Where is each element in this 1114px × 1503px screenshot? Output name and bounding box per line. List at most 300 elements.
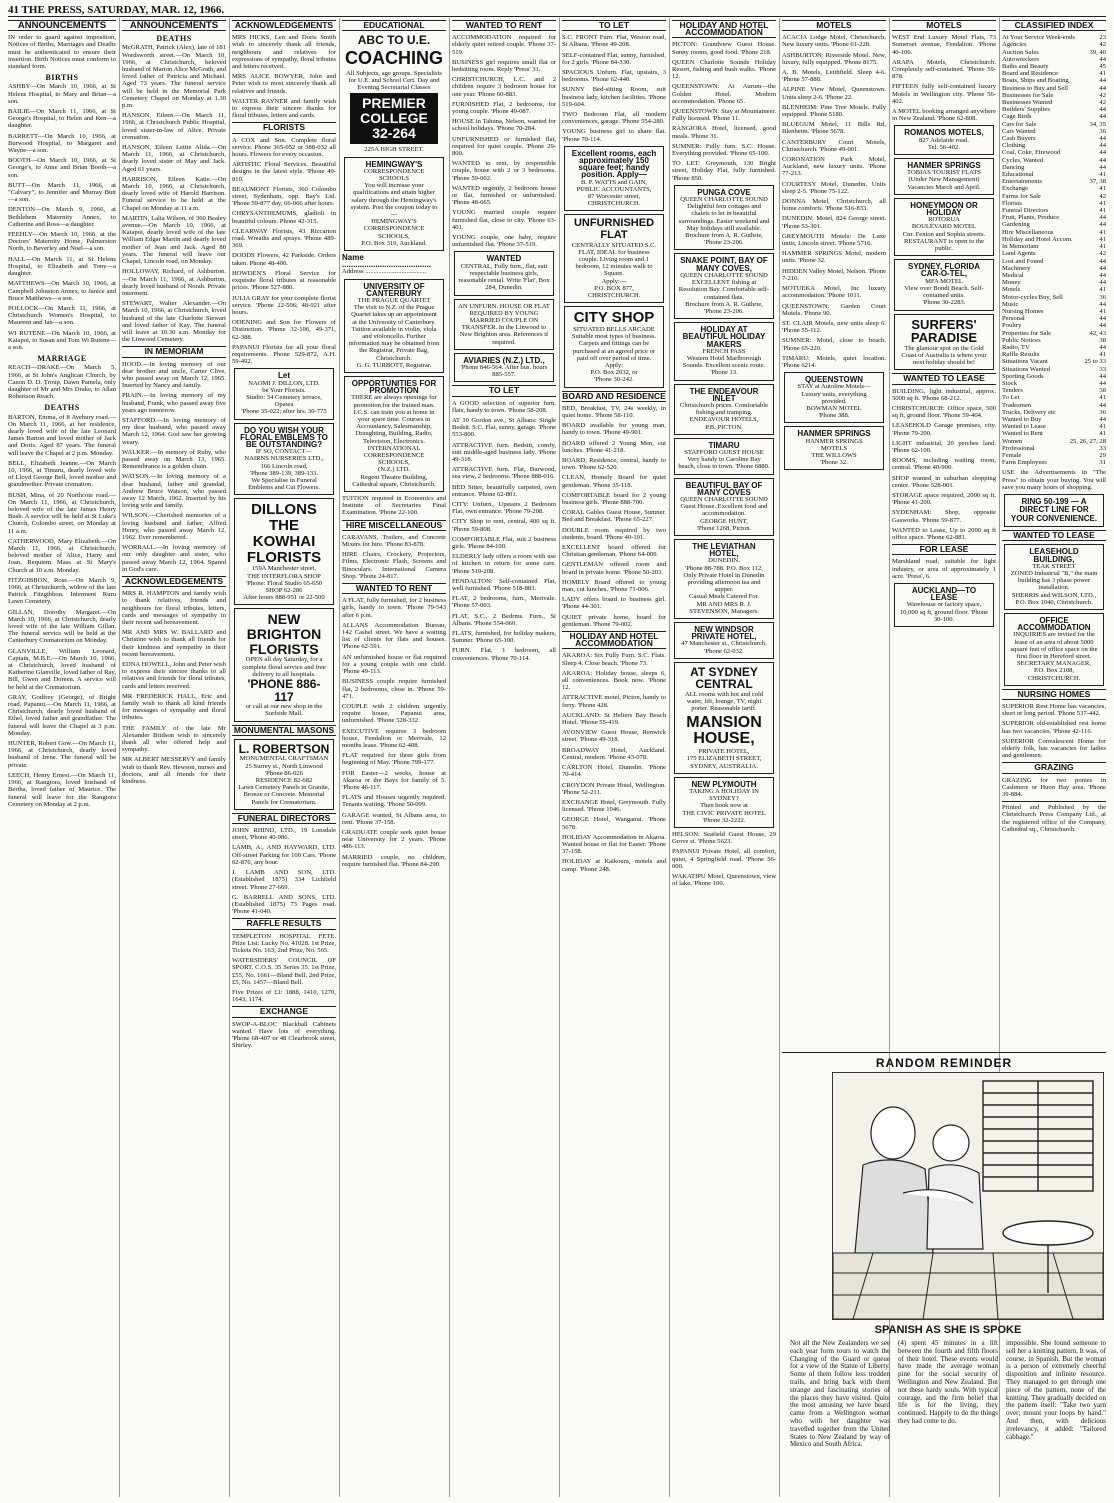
index-label: Poultry [1002, 322, 1022, 330]
index-label: Trucks, Delivery etc [1002, 408, 1056, 416]
index-row [1002, 142, 1106, 149]
notice-item: CITY Shop to rent, central, 400 sq ft. 'Phone 59-808. [452, 518, 556, 533]
wanted-list [452, 34, 556, 248]
notice-item: BARTON, Emma, of 8 Avebury road.—On March 11, 1966, at her residence, dearly loved wife of the late Leonard James Barton and loved mother of Jack and Doris. Aged 87 years. The funeral will leave the Chapel at 2 p.m. Monday. [8, 413, 116, 457]
ad-line: MFA MOTEL [925, 277, 963, 285]
notice-item: HOUSE in Tahuna, Nelson, wanted for school holidays. 'Phone 70-284. [452, 118, 556, 133]
notice-item: LIGHT industrial, 20 perches land. 'Phone 62-100. [892, 439, 996, 455]
ad-line: LEASEHOLD BUILDING, [1029, 547, 1079, 564]
column-educational [342, 18, 446, 1497]
notice-item: HOOD.—In loving memory of our dear brother and uncle, Carter Clive, who passed away on March 12, 1965. Inserted by Nancy and family. [122, 360, 226, 390]
notice-item: MRS ALICE BOWYER, John and Peter wish to most sincerely thank all relatives and friends. [232, 73, 336, 95]
index-label: Raffle Results [1002, 351, 1040, 359]
index-label: Auction Sales [1002, 48, 1039, 56]
civic-hotel-ad [674, 777, 774, 828]
notice-item: SUMNER: Motel, close to beach. 'Phone 65-220. [782, 337, 886, 352]
ad-line: QUEEN CHARLOTTE SOUND [680, 271, 768, 279]
index-page: 41 [1099, 228, 1106, 236]
index-page: 36 [1099, 127, 1106, 135]
index-row [1002, 258, 1106, 265]
index-page: 41 [1099, 185, 1106, 193]
index-label: Exchange [1002, 185, 1028, 193]
index-label: Women [1002, 437, 1023, 445]
index-page: 44 [1099, 106, 1106, 114]
floor-tiles [833, 1253, 1103, 1319]
funeral-list [232, 827, 336, 915]
notice-item: RANGIORA Hotel, licensed, good meals. 'Phone 31. [672, 125, 776, 140]
index-row [1002, 49, 1106, 56]
notice-item: ASHBURTON: Riverside Motel. New, luxury, fully equipped. 'Phone 8175. [782, 51, 886, 66]
kowhai-shop: THE INTERFLORA SHOP [247, 572, 321, 580]
article-column-2: (4) spent 45 minutes in a lift between the fourth and fifth floors of their hotel. These events would have made the average woman pine for the social security of Wellington and New Zealand. But not these hardy souls. With typical courage, and the firm belief that life is for the living, they continued. Happily to do the things they had come to do. [898, 1340, 998, 1425]
unfurnished-house-ad: AN UNFURN. HOUSE OR FLAT REQUIRED BY YOUNG MARRIED COUPLE ON TRANSFER. In the Linwood to New Brighton area. References if required. [454, 299, 554, 350]
article-title: SPANISH AS SHE IS SPOKE [874, 1324, 1022, 1336]
notice-item: QUEENSTOWN: Stay at Mountaineer. Fully licensed. 'Phone 11. [672, 108, 776, 123]
ad-line: View over Bondi Beach. Self-contained units. [904, 284, 984, 300]
index-label: Builders' Supplies [1002, 106, 1050, 114]
index-label: Motels [1002, 286, 1021, 294]
notice-item: BED, Breakfast, TV, 24s weekly, in quiet home. 'Phone 58-110. [562, 404, 666, 419]
monumental-masons-heading: MONUMENTAL MASONS [233, 724, 335, 735]
notice-item: HOLLOWAY, Richard, of Ashburton.—On March 11, 1966, at Ashburton, dearly loved husband of Norah. Private interment. [122, 268, 226, 297]
index-row [1002, 193, 1106, 200]
body-right [927, 1165, 983, 1249]
body-left [855, 1160, 933, 1253]
notice-item: SUPERIOR old-established rest home has two vacancies. 'Phone 42-116. [1002, 720, 1106, 735]
florists-list [232, 137, 336, 366]
index-page: 44 [1099, 257, 1106, 265]
index-note: USE the Advertisements in "The Press" to obtain your buying. You will save you many hours of shopping. [1002, 469, 1106, 491]
notice-item: J. LAMB AND SON, LTD. (Established 1875) 334 Lichfield street. 'Phone 27-669. [232, 869, 336, 891]
unfurnished-box: P.O. BOX 877, [594, 284, 634, 292]
index-row [1002, 322, 1106, 329]
index-page: 44 [1099, 149, 1106, 157]
notice-item: BLENHEIM: Pine Tree Motels. Fully equipped. 'Phone 5180. [782, 103, 886, 119]
notice-item: SYDENHAM: Shop, opposite Gasworks. 'Phone 59-877. [892, 509, 996, 524]
aviaries-ad [454, 353, 554, 383]
funeral-directors-heading: FUNERAL DIRECTORS [232, 813, 336, 824]
robertson-name: L. ROBERTSON [238, 741, 330, 756]
sydney-central-ad [674, 662, 774, 774]
index-page: 25 to 33 [1084, 358, 1106, 366]
notice-item: STEWART, Walter Alexander.—On March 10, 1966, at Christchurch, loved husband of the late Charlotte Stewart and loved father of Kay. The funeral will leave at 10.30 a.m. Monday for the Linwood Cemetery. [122, 300, 226, 344]
index-page: 44 [1099, 77, 1106, 85]
notice-item: SUPERIOR Rest Home has vacancies, short or long period. 'Phone 537-442. [1002, 703, 1106, 718]
ad-line: Regent Theatre Building, Cathedral square, Christchurch. [352, 473, 436, 488]
notice-item: MR AND MRS W. BALLARD and Christine wish to thank all friends for their kindness and sympathy in their recent bereavement. [122, 629, 226, 658]
notice-item: HELSON: Seafield Guest House, 29 Grove st. 'Phone 5623. [672, 831, 776, 846]
index-row [1002, 366, 1106, 373]
notice-item: ACCOMMODATION required for elderly quiet retired couple. 'Phone 37-519. [452, 34, 556, 56]
university-ad [344, 279, 444, 373]
notice-item: FLATS, furnished, for holiday makers, Sumner. 'Phone 65-100. [452, 630, 556, 645]
notice-item: BED Sitter, beautifully carpeted, own entrance. 'Phone 62-801. [452, 483, 556, 498]
index-row [1002, 315, 1106, 322]
notice-item: AVONVIEW Guest House, Renwick street. 'Phone 49-318. [562, 729, 666, 744]
index-page: 36 [1099, 293, 1106, 301]
ad-line: Then book now at [700, 802, 748, 810]
notice-item: ST. CLAIR Motels, new units sleep 6. 'Phone 55-112. [782, 319, 886, 335]
notice-item: AT 10 Gordon ave., St Albans: Single Bedsit. S.C. Flat, sunny, garage. 'Phone 553-800. [452, 416, 556, 439]
notice-item: EXECUTIVE requires 3 bedroom house, Fendalton or Merivale, 12 months lease. 'Phone 62-408. [342, 727, 446, 749]
ad-line: WANTED [486, 254, 522, 264]
top-rule [8, 16, 1106, 17]
ad-line: BOWMAN MOTEL [806, 404, 862, 412]
column-classified-index [1002, 18, 1106, 1063]
index-label: Situations Wanted [1002, 365, 1050, 373]
ad-line: 827 Adelaide road. [919, 136, 969, 144]
index-page: 33 [1099, 444, 1106, 452]
office-accommodation-ad [1004, 613, 1104, 686]
wanted-to-rent-heading: WANTED TO RENT [342, 583, 446, 594]
notice-item: BLUEGUM Motel, 11 Bills Rd, Blenheim. 'Phone 5678. [782, 121, 886, 136]
index-row [1002, 236, 1106, 243]
city-shop-title: CITY SHOP [573, 309, 655, 327]
ad-line: INQUIRIES are invited for the lease of an area of about 5000 square feet of office space on the first floor in Hereford street. [1010, 631, 1098, 661]
surfers-text: The glamour spot on the Gold Coast of Australia is where your next holiday should be! [901, 344, 987, 367]
abc-title: ABC TO U.E. [357, 33, 431, 48]
timaru-ad [674, 438, 774, 475]
index-page: 25, 26, 27, 28 [1069, 437, 1106, 445]
announcements-heading: ANNOUNCEMENTS [122, 20, 226, 31]
notice-item: SPACIOUS Unfurn. Flat, upstairs, 3 bedrooms. 'Phone 62-440. [562, 69, 666, 84]
index-page: 42, 43 [1089, 329, 1106, 337]
notice-item: MRS R. HAMPTON and family wish to thank relatives, friends and neighbours for floral tributes, letters, cards and messages of sympathy in their recent sad bereavement. [122, 590, 226, 627]
index-label: Gardening [1002, 221, 1030, 229]
index-page: 44 [1099, 221, 1106, 229]
ad-line: Delightful fern cottages and chalets to let in beautiful surroundings. Easter weekend and May holidays still available. [678, 203, 770, 232]
index-label: Motor-cycles Buy, Sell [1002, 293, 1063, 301]
ad-line: Tel. 56-402. [928, 143, 960, 151]
mansion-house-title: MANSION HOUSE, [686, 713, 762, 748]
notice-item: MATTHEWS—On March 10, 1966, at Campbell Johnston Annex, to Janice and Bruce Matthews—a son. [8, 280, 116, 302]
index-label: Lost and Found [1002, 257, 1044, 265]
notice-item: DODDS Flowers, 42 Parkside. Orders taken. Phone 48-400. [232, 252, 336, 267]
index-page: 41 [1099, 171, 1106, 179]
ad-line: SCHOOLS [378, 174, 410, 182]
to-let-heading: TO LET [452, 385, 556, 396]
notice-item: QUEENSTOWN: Garden Court Motels. 'Phone 90. [782, 302, 886, 317]
notice-item: JOHN RHIND, LTD., 19 Lonsdale street, 'Phone 40-986. [232, 827, 336, 842]
notice-item: REACH—DRAKE—On March 5, 1966, at St John's Anglican Church, by Canon D. D. Troup, Dawn Pamela, only daughter of Mr and Mrs Drake, to Allan Robertson Reach. [8, 364, 116, 401]
notice-item: FURN. Flat, 1 bedroom, all conveniences. 'Phone 70-114. [452, 647, 556, 662]
robertson-address: 25 Surrey st., North Linwood [245, 762, 323, 770]
index-row [1002, 85, 1106, 92]
ad-line: We Specialise in Funeral Emblems and Cut Flowers. [248, 476, 320, 492]
motels-heading: MOTELS [892, 20, 996, 31]
french-pass-ad [674, 322, 774, 380]
notice-item: CROYDON Private Hotel, Wellington. 'Phone 52-211. [562, 781, 666, 796]
index-row [1002, 301, 1106, 308]
notice-item: WANTED urgently, 2 bedroom house or flat, furnished or unfurnished. 'Phone 48-665. [452, 184, 556, 207]
ad-line: Address ..................................... [342, 268, 427, 276]
notice-item: ALLANS Accommodation Bureau, 142 Cashel street. We have a waiting list of clients for flats and houses. 'Phone 62-591. [342, 621, 446, 651]
ad-line: 'Phone 35-022; after hrs. 30-775 [241, 408, 327, 416]
index-page: 44 [1099, 271, 1106, 279]
notice-item: BUSH, Mina, of 20 Northcote road.—On March 11, 1966, at Christchurch, beloved wife of the late James Henry Bush. A service will be held at St Luke's Church, Colombo street, on Monday at 11 a.m. [8, 491, 116, 535]
index-page: 36 [1099, 408, 1106, 416]
notice-item: HIDDEN Valley Motel, Nelson. 'Phone 7-210. [782, 267, 886, 282]
ad-line: TIMARU [708, 440, 740, 450]
premier-phone: 32-264 [372, 125, 416, 142]
ad-line: 'Phone 32-2222. [702, 816, 746, 824]
ad-line: ROMANOS MOTELS, [904, 128, 984, 138]
index-row [1002, 63, 1106, 70]
to-let-heading: TO LET [562, 20, 666, 31]
notice-item: ODENING and Son for Flowers of Distinction. 'Phone 32-106, 49-371, 62-388. [232, 319, 336, 341]
notice-item: YOUNG couple, one baby, require unfurnished flat. 'Phone 37-519. [452, 234, 556, 249]
marriage-list [8, 364, 116, 400]
ad-line: INTERNATIONAL CORRESPONDENCE SCHOOLS, [363, 444, 425, 467]
ad-line: Studio: 34 Cemetery terrace, Opawa [246, 393, 322, 409]
florists-heading: FLORISTS [232, 122, 336, 133]
column-wanted-to-rent [452, 18, 556, 1497]
index-label: Boats, Ships and Boating [1002, 77, 1069, 85]
index-page: 38 [1099, 336, 1106, 344]
index-label: Public Notices [1002, 336, 1041, 344]
ad-line: CHRISTCHURCH. [587, 200, 641, 208]
notice-item: UNFURNISHED or furnished flat, required for quiet couple. 'Phone 29-800. [452, 135, 556, 158]
kowhai-after-hours: After hours 888-951 or 22-500 [243, 594, 325, 602]
notice-item: BUSINESS girl requires small flat or bedsitting room. Reply 'Press' 31. [452, 58, 556, 74]
city-shop-location: SITUATED BELLS ARCADE [573, 325, 655, 333]
index-row [1002, 157, 1106, 164]
index-label: Tenders [1002, 387, 1023, 395]
central-flat-ad [454, 251, 554, 295]
for-lease-text: Marshland road, suitable for light industry, or area of approximately 1 acre. 'Press', 6. [892, 558, 996, 580]
notice-item: FIFTEEN fully self-contained luxury Motels in Wellington city. 'Phone 56-402. [892, 83, 996, 105]
kowhai-shop-phone: SHOP 62-286 [265, 586, 303, 594]
notice-item: TIMARU: Motels, quiet location. 'Phone 6214. [782, 354, 886, 369]
notice-item: WORRALL.—In loving memory of our only daughter and sister, who passed away March 12, 1964. Spared in God's care. [122, 544, 226, 573]
notice-item: FLATS and Houses urgently required. Tenants waiting. 'Phone 50-099. [342, 794, 446, 809]
notice-item: FEEHLY—On March 10, 1966, at the Doctors' Maternity Home, Palmerston North, to Beverley and Noel—a son. [8, 231, 116, 253]
ad-line: NEW WINDSOR PRIVATE HOTEL, [691, 625, 757, 642]
random-reminder-heading: RANDOM REMINDER [782, 1052, 1106, 1070]
column-florists [232, 18, 336, 1497]
index-label: Farm Employees [1002, 459, 1047, 467]
index-page: 44 [1099, 156, 1106, 164]
ad-line: MOTELS [820, 444, 848, 452]
brighton-text: OPEN all day Saturday, for a complete floral service and free delivery to all hospitals. [242, 656, 326, 678]
ad-line: 'Phone 62-032. [704, 647, 744, 655]
index-label: Professional [1002, 444, 1035, 452]
ad-line: 'Phone 1268, Picton. [696, 524, 752, 532]
marriage-heading: MARRIAGE [37, 354, 87, 364]
nursing-homes-heading: NURSING HOMES [1002, 689, 1106, 700]
notice-item: MR FREDERICK HALL, Eric and family wish to thank all kind friends for messages of sympathy and floral tributes. [122, 692, 226, 722]
notice-item: THE FAMILY of the late Mr Alexander Bridson wish to sincerely thank all who offered help and sympathy. [122, 724, 226, 754]
guard-notice: IN order to guard against imposition, Notices of Births, Marriages and Deaths must be authenticated to ensure their insertion. Birth Notices must conform to standard form. [8, 34, 116, 71]
ad-line: be Your Florists. [262, 386, 306, 394]
notice-item: STORAGE space required, 2000 sq ft. 'Phone 41-200. [892, 492, 996, 507]
ad-line: PUBLIC ACCOUNTANTS, [576, 185, 652, 193]
ad-line: UNIVERSITY OF CANTERBURY [363, 281, 425, 298]
notice-item: COURTESY Motel, Dunedin. Units sleep 2-5. 'Phone 75-122. [782, 180, 886, 195]
notice-item: A COX and Son. Complete floral service. Phone 365-052 or 388-032 all hours. Flowers for every occasion. [232, 136, 336, 159]
index-label: Radio, TV [1002, 343, 1030, 351]
index-label: Wanted to Rent [1002, 430, 1043, 438]
index-page: 42 [1099, 41, 1106, 49]
ad-line: HANMER SPRINGS [907, 161, 981, 171]
notice-item: STAFFORD.—In loving memory of my dear husband, who passed away March 12, 1964. God saw her growing weary. [122, 416, 226, 446]
notice-item: BROADWAY Hotel, Auckland. Central, modern. 'Phone 43-078. [562, 746, 666, 761]
ics-ad [344, 376, 444, 492]
ad-line: Excellent rooms, each approximately 150 square feet; handy position. Apply— [571, 148, 657, 180]
notice-item: HOMELY Board offered to young man, cut lunches. 'Phone 71-006. [562, 578, 666, 594]
index-label: Wanted to Lease [1002, 423, 1046, 431]
ad-line: P.O. Box 2108, [1033, 667, 1075, 675]
notice-item: AKAROA: Holiday house, sleeps 6, all conveniences. Book now. 'Phone 12. [562, 669, 666, 692]
ad-line: P.B. PICTON. [705, 423, 743, 431]
ad-line: 'Phone 32. [820, 459, 848, 467]
index-page: 34, 35 [1089, 120, 1106, 128]
unfurnished-city: CHRISTCHURCH. [587, 291, 641, 299]
notice-item: WANTED to rent, by responsible couple, house with 2 or 3 bedrooms. 'Phone 59-002. [452, 160, 556, 182]
abc-coaching-ad [342, 34, 446, 153]
ad-line: QUEEN CHARLOTTE SOUND [680, 196, 768, 204]
index-page: 41 [1099, 243, 1106, 251]
notice-item: MR ALBERT MESSERVY and family wish to thank Rev. Hewson, nurses and doctors, and all friends for their kindness. [122, 756, 226, 786]
ad-line: B. P. WATTS and GAIN, [581, 178, 647, 186]
ad-line: 166 Lincoln road, [260, 462, 308, 470]
kowhai-title-1: DILLONS [251, 501, 317, 519]
mansion-city: SYDNEY, AUSTRALIA. [690, 762, 758, 770]
index-label: Businesses Wanted [1002, 99, 1053, 107]
notice-item: HARRISON, Eileen Katie.—On March 10, 1966, at Christchurch, dearly loved wife of Harold Harrison. Funeral service to be held at the Chapel on Monday at 11 a.m. [122, 175, 226, 212]
notice-item: A. B. Motels, Leithfield. Sleep 4-6. 'Phone 57-888. [782, 69, 886, 84]
ad-line: FRENCH PASS [702, 347, 746, 355]
index-label: Wanted to Buy [1002, 415, 1042, 423]
notice-item: BUTT—On March 11, 1966, at "Calvary", to Jennifer and Murray Butt—a son. [8, 181, 116, 204]
index-row [1002, 438, 1106, 445]
index-row [1002, 171, 1106, 178]
index-label: Board and Residence [1002, 70, 1059, 78]
notice-item: McGRATH, Patrick (Alex), late of 181 Wordsworth street.—On March 10, 1966, at Christchurch, beloved husband of Marion Alice McGrath, and loved father of Patricia and Michael. Aged 73 years. The funeral service will be held in the Memorial Park Cemetery Chapel on Monday at 1.30 p.m. [122, 44, 226, 110]
ad-line: 'Phone 388. [818, 412, 850, 420]
notice-item: SUNNY Bed-sitting Room, suit business lady, kitchen facilities. 'Phone 519-604. [562, 86, 666, 108]
masthead: 41 THE PRESS, SATURDAY, MAR. 12, 1966. [8, 4, 225, 16]
ad-line: HONEYMOON OR HOLIDAY [910, 200, 978, 218]
column-motels-1 [782, 18, 886, 1063]
ad-line: DUNEDIN. [708, 557, 740, 565]
notice-item: HIRE Chairs, Crockery, Projectors, Films, Electronic Flash, Screens and Binoculars. International Camera Shop. 'Phone 24-817. [342, 551, 446, 580]
notice-item: AUCKLAND: St Heliers Bay Beach Hotel. 'Phone 55-419. [562, 711, 666, 727]
notice-item: LEASEHOLD Garage premises, city. 'Phone 79-200. [892, 422, 996, 437]
index-page: 44 [1099, 379, 1106, 387]
index-row [1002, 445, 1106, 452]
notice-item: SELF-contained Flat, sunny, furnished, for 2 girls. 'Phone 84-330. [562, 51, 666, 66]
column-announcements-1 [8, 18, 116, 1497]
notice-item: CANTERBURY Court Motels, Christchurch. 'Phone 49-001. [782, 138, 886, 153]
ad-line: HEMINGWAY'S [365, 159, 423, 169]
index-row [1002, 106, 1106, 113]
more-holiday-list [672, 831, 776, 887]
index-row [1002, 344, 1106, 351]
column-motels-2 [892, 18, 996, 1063]
notice-item: ALPINE View Motel, Queenstown. Units sleep 2-6. 'Phone 22. [782, 86, 886, 101]
ad-line: 'Phone 389-139, 389-133. [249, 469, 319, 477]
unfurnished-flat-ad [564, 214, 664, 303]
index-page: 29 [1099, 451, 1106, 459]
ad-line: OFFICE ACCOMMODATION [1017, 616, 1091, 633]
notice-item: BELL, Elizabeth Jeanne.—On March 10, 1966, at Timaru, dearly loved wife of Lloyd George Bell, loved mother and grandmother. Private cremation. [8, 459, 116, 489]
ad-line: You will increase your qualifications and attain higher salary through the Hemingway's system. Post the coupon today to— [350, 182, 438, 218]
ad-line: 'Phone 88-788. P.O. Box 112, [685, 564, 763, 572]
index-row [1002, 330, 1106, 337]
notice-item: ASHBY—On March 10, 1966, at St Helens Hospital, to Mary and Brian—a son. [8, 83, 116, 105]
notice-item: YOUNG business girl to share flat. 'Phone 70-114. [562, 128, 666, 143]
kowhai-address: 159A Manchester street, [251, 565, 317, 573]
index-label: Land Agents [1002, 250, 1036, 258]
ad-line: TEAK STREET [1032, 562, 1076, 570]
ad-line: CENTRAL, Fully furn., flat, suit respectable business girls, reasonable rental. Write 'Flat', Box 284, Dunedin. [458, 262, 550, 292]
ad-line: OPPORTUNITIES FOR PROMOTION [351, 378, 437, 396]
notice-item: ATTRACTIVE furn. Bedsitt, comfy, suit middle-aged business lady. 'Phone 49-318. [452, 441, 556, 463]
brighton-title-2: FLORISTS [249, 640, 319, 657]
ad-line: Cnr. Fenton and Sophia streets. [902, 230, 986, 238]
ad-line: Vacancies March and April. [907, 183, 981, 191]
raffle-list [232, 933, 336, 1004]
index-row [1002, 272, 1106, 279]
college-word: COLLEGE [360, 110, 428, 127]
index-label: Cycles, Wanted [1002, 156, 1044, 164]
notice-item: CARAVANS, Trailers, and Concrete Mixers for hire. 'Phone 83-878. [342, 533, 446, 549]
premier-address: 225A HIGH STREET. [364, 146, 424, 154]
notice-item: ARTISTIC Floral Services. Beautiful designs in the latest style. 'Phone 49-810. [232, 161, 336, 183]
notice-item: GLANVILLE, William Leonard, Captain, M.B.E.—On March 10, 1966, at Christchurch, loved husband of Katherine Glanville, loved father of Ray, Bill, Gwen and Doreen. A service will be held at the Crematorium. [8, 647, 116, 691]
notice-item: DOUBLE room required by two students, board. 'Phone 40-101. [562, 526, 666, 541]
index-row [1002, 56, 1106, 63]
column-holiday [672, 18, 776, 1497]
index-label: Personal [1002, 315, 1025, 323]
ad-line: MR AND MRS R. J. STEVENSON, Managers. [689, 600, 759, 615]
robertson-phone: 'Phone 86-026 [264, 769, 303, 777]
surfers-paradise-ad [894, 314, 994, 371]
exchange-text: SWOP-A-BLOC Blackball Cabinets wanted. Have lots of everything. 'Phone 68-407 or 48 Clearbrook street, Shirley. [232, 1020, 336, 1050]
ad-line: EXCELLENT fishing at Resolution Bay. Comfortable self-contained flats. [678, 279, 770, 301]
ad-line: ZONED Industrial "B," the main building has 3 phase power installation. [1010, 569, 1098, 592]
notice-item: DUNEDIN: Motel, 824 George street. 'Phone 53-301. [782, 215, 886, 230]
ad-line: DO YOU WISH YOUR FLORAL EMBLEMS TO BE OUTSTANDING? [240, 425, 328, 449]
hire-miscellaneous-heading: HIRE MISCELLANEOUS [342, 520, 446, 531]
city-shop-box: P.O. Box 2032, or [590, 369, 638, 377]
index-page: 41 [1099, 235, 1106, 243]
cartoon-illustration [832, 1072, 1104, 1320]
column-divider [669, 18, 670, 1497]
index-label: Stock [1002, 379, 1018, 387]
acknowledgements-heading: ACKNOWLEDGEMENTS [232, 20, 336, 31]
hemingway-ad [344, 157, 444, 251]
index-row [1002, 135, 1106, 142]
index-page: 41 [1099, 351, 1106, 359]
notice-item: A MOTEL booking arranged anywhere in New Zealand. 'Phone 62-808. [892, 108, 996, 123]
motels-list [892, 34, 996, 122]
index-label: Female [1002, 451, 1022, 459]
notice-item: TO LET: Greymouth, 130 Bright street, Holiday Flat, fully furnished. 'Phone 850. [672, 160, 776, 182]
wanted-list [342, 597, 446, 868]
index-page: 23 [1099, 34, 1106, 42]
surfers-title: SURFERS' PARADISE [910, 316, 978, 346]
wanted-to-lease-heading: WANTED TO LEASE [892, 373, 996, 384]
city-shop-ad [564, 306, 664, 387]
ad-line: (Under New Management) [908, 176, 980, 184]
notice-item: CATHERWOOD, Mary Elizabeth.—On March 11, 1966, at Christchurch, beloved mother of Alice, Harry and Joan. Requiem Mass at St Mary's Church at 10 a.m. Monday. [8, 537, 116, 574]
index-row [1002, 128, 1106, 135]
board-list [562, 405, 666, 628]
index-label: Educational [1002, 171, 1034, 179]
ad-line: ENDEAVOUR HOTELS, [689, 416, 759, 424]
